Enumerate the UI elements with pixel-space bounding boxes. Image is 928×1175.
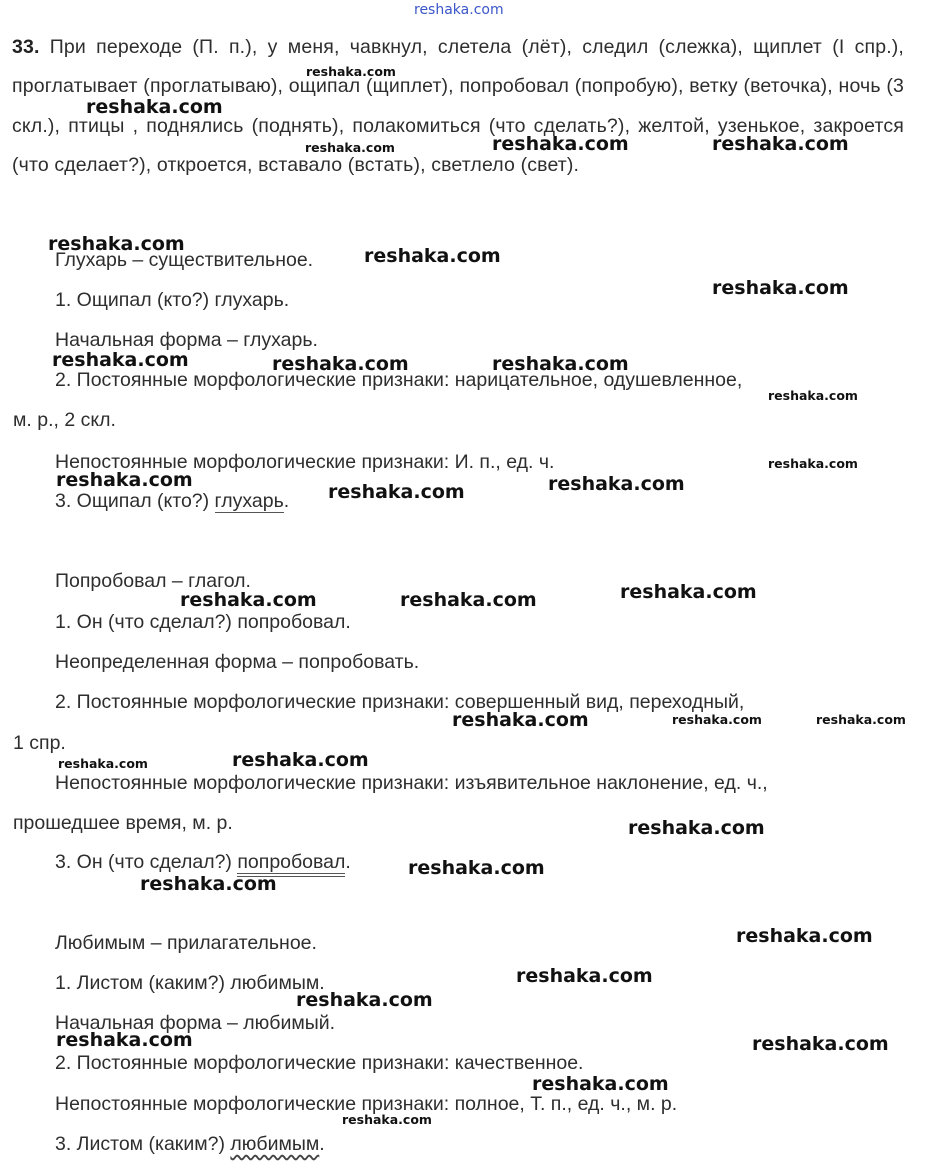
watermark: reshaka.com (232, 749, 369, 771)
section2-title: Попробовал – глагол. (55, 570, 251, 592)
watermark: reshaka.com (364, 245, 501, 267)
watermark: reshaka.com (672, 712, 762, 727)
section1-item3-period: . (283, 490, 290, 512)
section3-item1: 1. Листом (каким?) любимым. (55, 972, 325, 994)
watermark: reshaka.com (816, 712, 906, 727)
section2-variable-features: Непостоянные морфологические признаки: изъявительное наклонение, ед. ч., (55, 772, 768, 794)
exercise-body: При переходе (П. п.), у меня, чавкнул, слетела (лёт), следил (слежка), щиплет (I спр.), проглатывает (проглатываю), ощипал (щиплет), попробовал (попробую), ветку (веточка), ночь (3 скл.), птицы , поднялись (поднять), полакомиться (что сделать?), желтой, узенькое, закроется (что сделает?), откроется, вставало (встать), светлело (свет). (12, 36, 904, 177)
section3-item3-text: 3. Листом (каким?) (55, 1133, 231, 1155)
section3-variable-features: Непостоянные морфологические признаки: полное, Т. п., ед. ч., м. р. (55, 1093, 678, 1115)
section2-item3-text: 3. Он (что сделал?) (55, 851, 238, 873)
watermark: reshaka.com (56, 469, 193, 491)
watermark: reshaka.com (56, 1029, 193, 1051)
watermark: reshaka.com (532, 1073, 669, 1095)
section1-initial-form: Начальная форма – глухарь. (55, 329, 318, 351)
watermark: reshaka.com (58, 756, 148, 771)
watermark: reshaka.com (768, 388, 858, 403)
watermark: reshaka.com (516, 965, 653, 987)
watermark: reshaka.com (628, 817, 765, 839)
section2-item1: 1. Он (что сделал?) попробовал. (55, 611, 351, 633)
watermark: reshaka.com (342, 1112, 432, 1127)
watermark: reshaka.com (768, 456, 858, 471)
watermark: reshaka.com (272, 353, 409, 375)
watermark: reshaka.com (48, 233, 185, 255)
watermark: reshaka.com (400, 589, 537, 611)
watermark: reshaka.com (752, 1033, 889, 1055)
exercise-number: 33. (12, 36, 40, 58)
section1-constant-features-cont: м. р., 2 скл. (13, 409, 116, 431)
watermark: reshaka.com (52, 349, 189, 371)
watermark: reshaka.com (86, 96, 223, 118)
section3-constant-features: 2. Постоянные морфологические признаки: качественное. (55, 1052, 584, 1074)
section1-variable-features: Непостоянные морфологические признаки: И. п., ед. ч. (55, 451, 555, 473)
section2-predicate-word: попробовал (237, 851, 345, 877)
section1-constant-features: 2. Постоянные морфологические признаки: нарицательное, одушевленное, (55, 369, 743, 391)
section3-title: Любимым – прилагательное. (55, 932, 317, 954)
watermark: reshaka.com (328, 481, 465, 503)
watermark: reshaka.com (712, 133, 849, 155)
section1-subject-word: глухарь (214, 490, 284, 512)
watermark: reshaka.com (296, 989, 433, 1011)
watermark: reshaka.com (452, 709, 589, 731)
watermark: reshaka.com (492, 133, 629, 155)
section1-item3-text: 3. Ощипал (кто?) (55, 490, 215, 512)
watermark: reshaka.com (306, 64, 396, 79)
watermark: reshaka.com (548, 473, 685, 495)
section2-infinitive: Неопределенная форма – попробовать. (55, 651, 420, 673)
section3-attribute-word: любимым (230, 1133, 320, 1155)
section3-item3 (55, 1133, 325, 1156)
section2-item3 (55, 851, 351, 874)
exercise-text (12, 28, 904, 186)
section2-variable-features-cont: прошедшее время, м. р. (13, 812, 233, 834)
section1-item3 (55, 490, 289, 513)
section3-item3-period: . (319, 1133, 325, 1155)
section2-item3-period: . (345, 851, 351, 873)
watermark: reshaka.com (408, 857, 545, 879)
section3-initial-form: Начальная форма – любимый. (55, 1012, 336, 1034)
watermark: reshaka.com (492, 353, 629, 375)
watermark: reshaka.com (140, 873, 277, 895)
watermark: reshaka.com (305, 140, 395, 155)
section1-item1: 1. Ощипал (кто?) глухарь. (55, 289, 290, 311)
section2-constant-features-cont: 1 спр. (13, 732, 66, 754)
watermark: reshaka.com (620, 581, 757, 603)
site-header-watermark[interactable]: reshaka.com (414, 2, 504, 18)
section2-constant-features: 2. Постоянные морфологические признаки: совершенный вид, переходный, (55, 691, 745, 713)
watermark: reshaka.com (712, 277, 849, 299)
watermark: reshaka.com (736, 925, 873, 947)
watermark: reshaka.com (180, 589, 317, 611)
section1-title: Глухарь – существительное. (55, 249, 314, 271)
